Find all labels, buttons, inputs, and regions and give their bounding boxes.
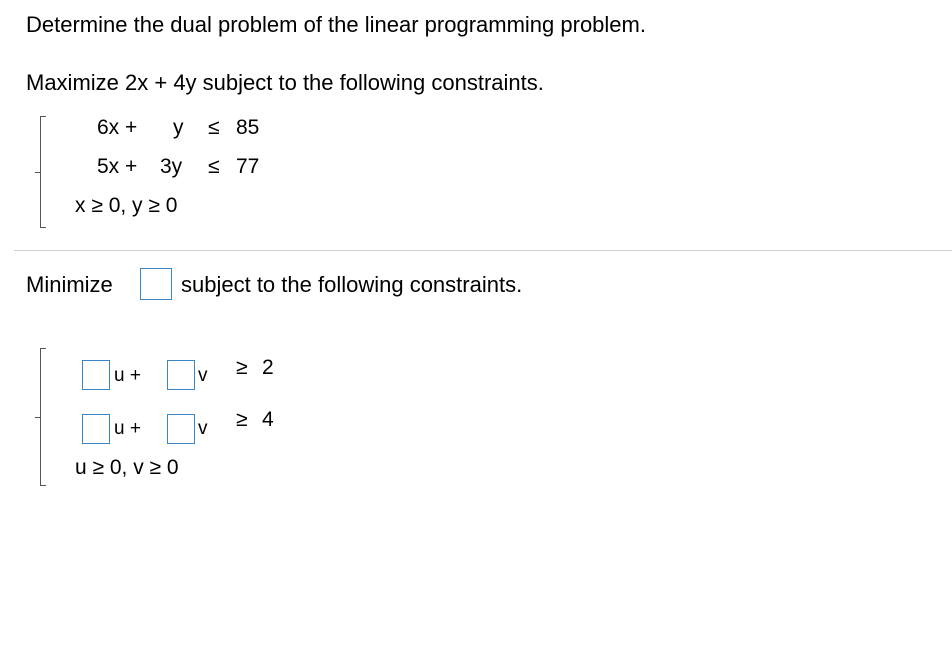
primal-constraint-1-lhs2: y — [173, 116, 184, 139]
primal-nonnegativity: x ≥ 0, y ≥ 0 — [75, 194, 178, 217]
dual-objective-input[interactable] — [140, 268, 172, 300]
primal-constraint-1-relation: ≤ — [208, 116, 220, 139]
question-prompt: Determine the dual problem of the linear programming problem. — [26, 12, 646, 37]
dual-constraint-1-v-coefficient-input[interactable] — [167, 360, 195, 390]
primal-constraint-2-rhs: 77 — [236, 155, 260, 178]
dual-system-brace — [40, 348, 51, 486]
dual-constraint-2-v-coefficient-input[interactable] — [167, 414, 195, 444]
primal-objective: Maximize 2x + 4y subject to the following constraints. — [26, 70, 544, 95]
dual-constraint-2-v-label: v — [198, 418, 208, 439]
dual-constraint-1-u-coefficient-input[interactable] — [82, 360, 110, 390]
primal-constraint-2-relation: ≤ — [208, 155, 220, 178]
dual-constraint-1-relation: ≥ — [236, 356, 248, 379]
dual-objective-suffix: subject to the following constraints. — [181, 272, 523, 297]
primal-constraint-1-lhs1: 6x + — [97, 116, 138, 139]
dual-constraint-2-u-coefficient-input[interactable] — [82, 414, 110, 444]
section-divider — [14, 250, 952, 251]
primal-constraint-1-rhs: 85 — [236, 116, 260, 139]
dual-constraint-2-rhs: 4 — [262, 408, 274, 431]
dual-constraint-1-v-label: v — [198, 365, 208, 386]
dual-constraint-2-u-label: u + — [114, 418, 141, 439]
dual-constraint-1-u-label: u + — [114, 365, 141, 386]
dual-nonnegativity: u ≥ 0, v ≥ 0 — [75, 456, 179, 479]
dual-constraint-1-rhs: 2 — [262, 356, 274, 379]
dual-constraint-2-relation: ≥ — [236, 408, 248, 431]
primal-system-brace — [40, 116, 51, 228]
primal-constraint-2-lhs1: 5x + — [97, 155, 138, 178]
dual-objective-prefix: Minimize — [26, 272, 113, 297]
primal-constraint-2-lhs2: 3y — [160, 155, 183, 178]
